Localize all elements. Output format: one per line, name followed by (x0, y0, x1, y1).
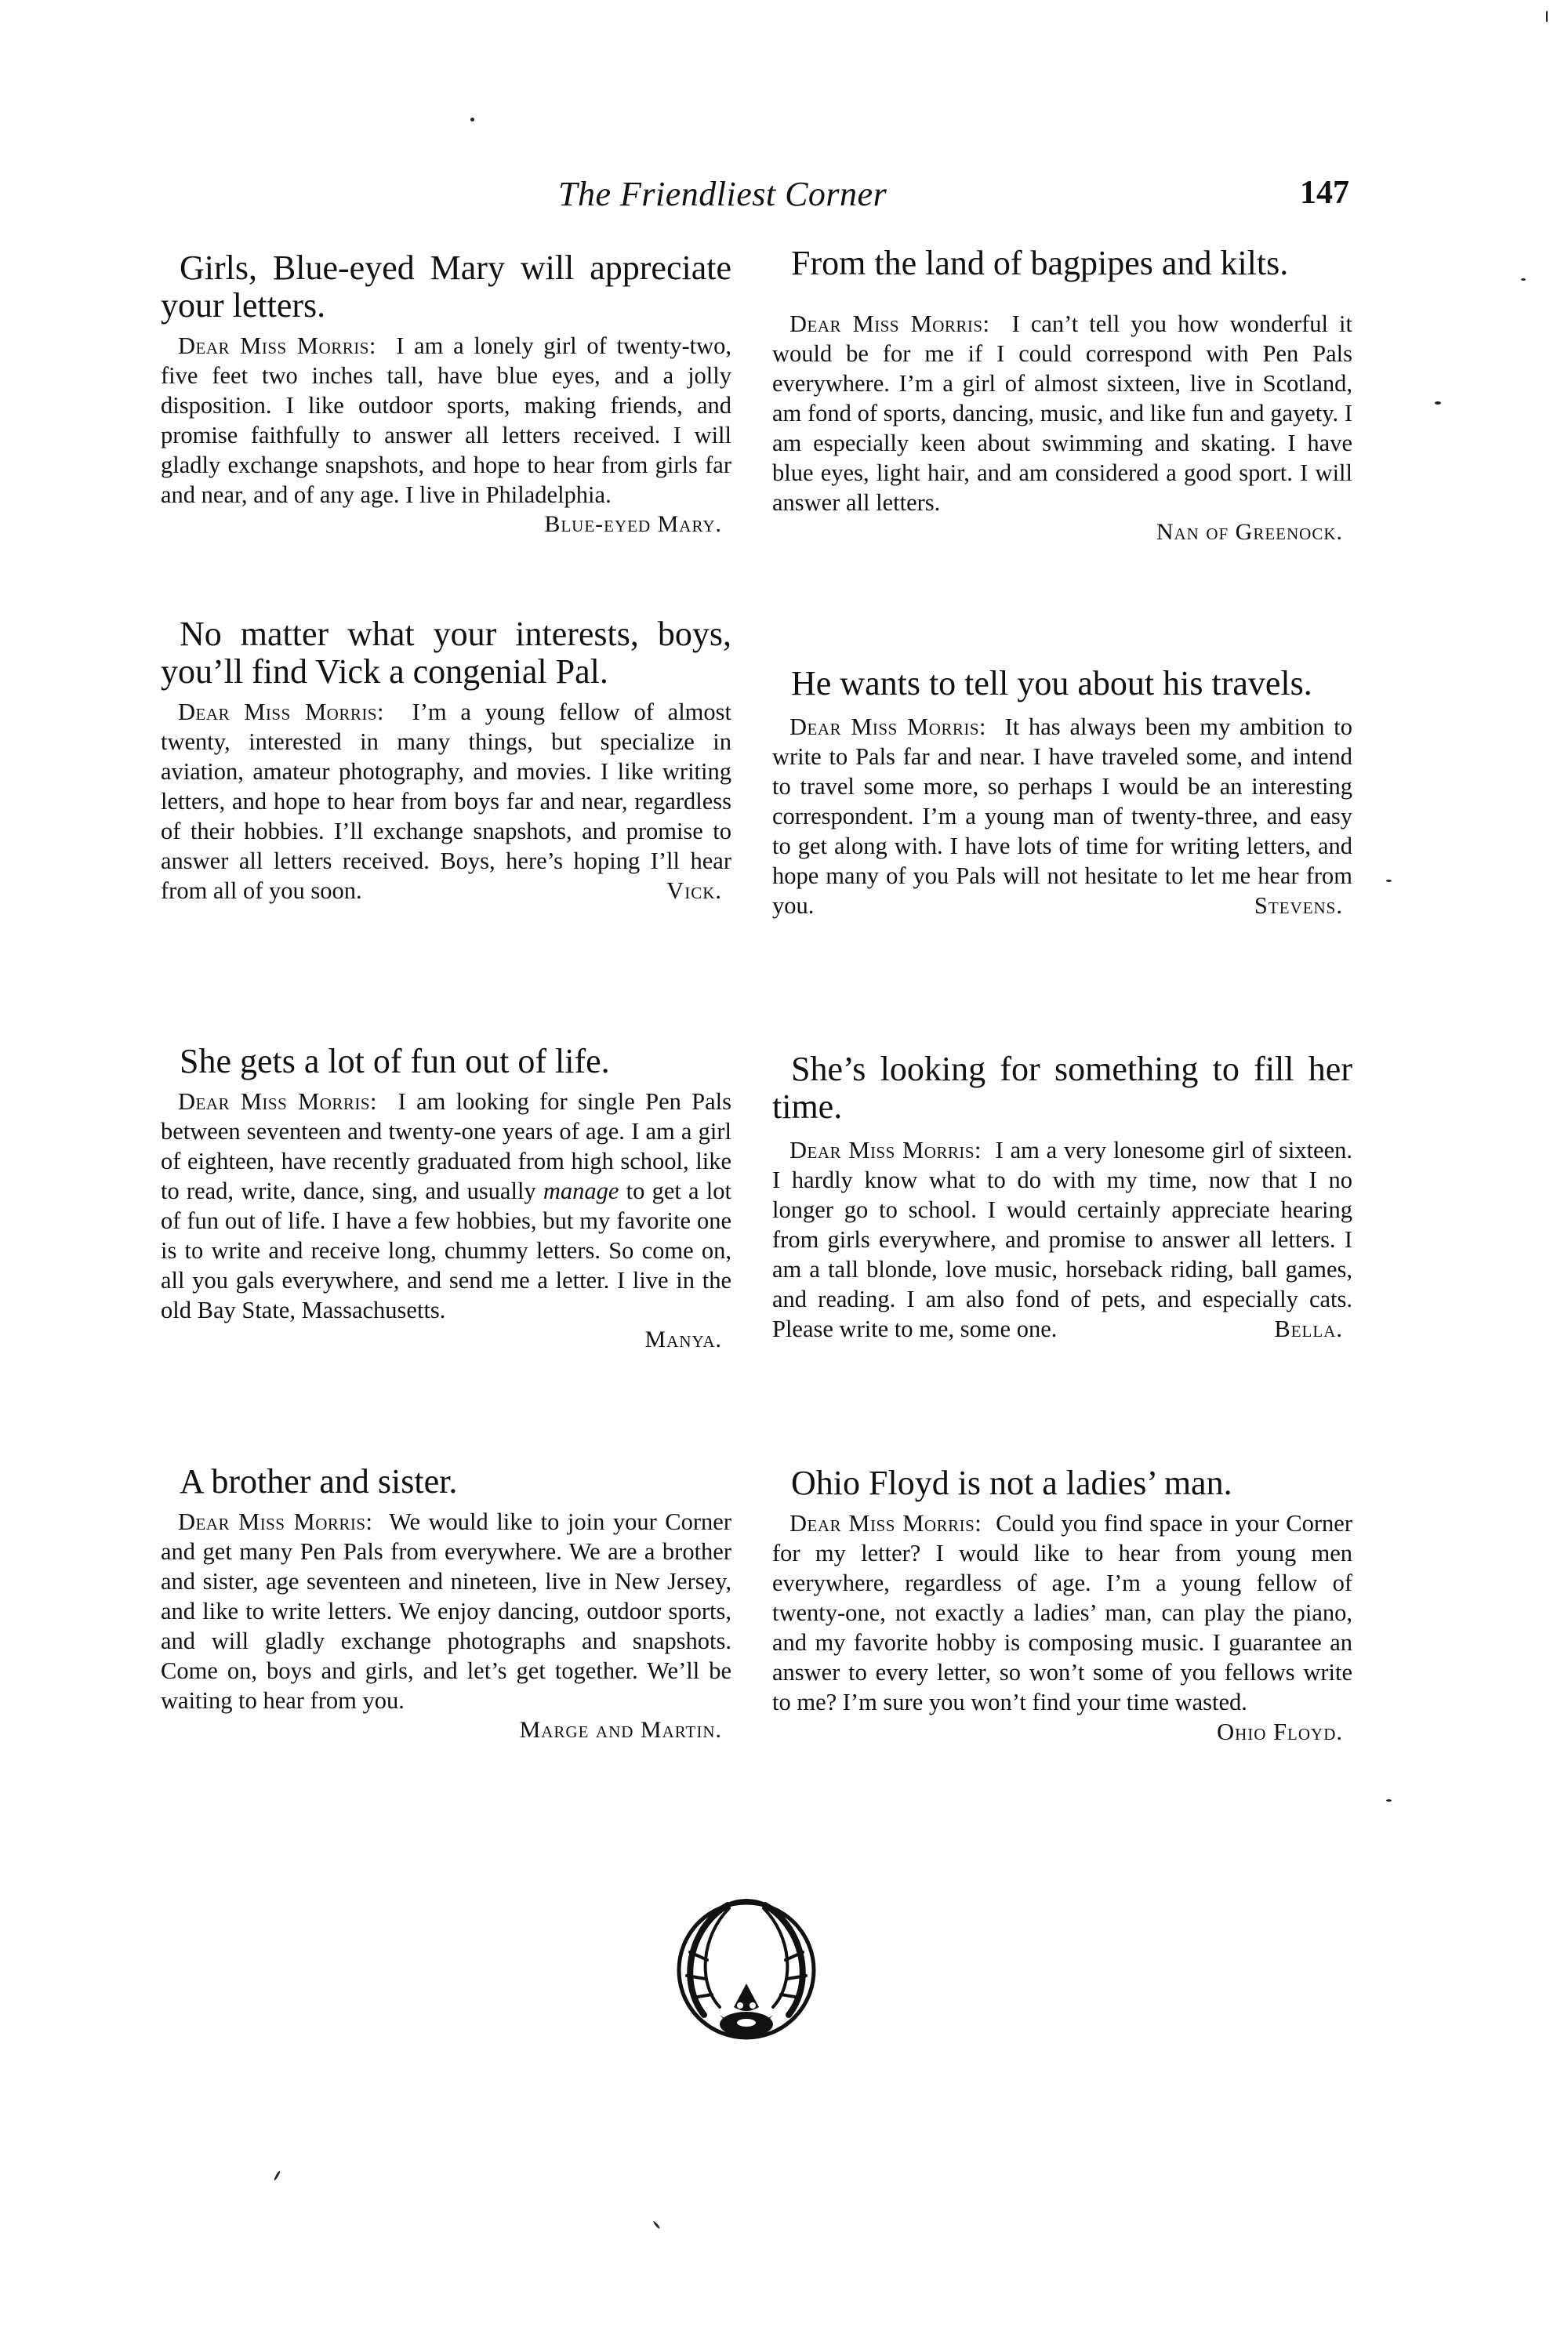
letter-body (161, 331, 731, 510)
letter-text: I’m a young fellow of almost twenty, interested in many things, but specialize in aviation, amateur photography, and movies. I like writing letters, and hope to hear from boys far and near, regardless of their hobbies. I’ll exchange snapshots, and promise to answer all letters received. Boys, here’s hoping I’ll hear from all of you soon. (161, 699, 731, 904)
letter-entry-nan-of-greenock (772, 245, 1352, 547)
entry-heading: Girls, Blue-eyed Mary will appreciate your letters. (161, 249, 731, 325)
signature: Vick. (666, 877, 722, 904)
letter-text: to get a lot of fun out of life. I have a few hobbies, but my favorite one is to write and receive long, chummy letters. So come on, all you gals everywhere, and send me a letter. I live in the old Bay State, Massachusetts. (161, 1178, 731, 1323)
entry-heading: Ohio Floyd is not a ladies’ man. (791, 1464, 1232, 1502)
letter-text: We would like to join your Corner and get many Pen Pals from everywhere. We are a brother and sister, age seventeen and nineteen, live in New Jersey, and like to write letters. We enjoy dancing, outdoor sports, and will gladly exchange photographs and snapshots. Come on, boys and girls, and let’s get together. We’ll be waiting to hear from you. (161, 1508, 732, 1714)
letter-text: Could you find space in your Corner for my letter? I would like to hear from young men everywhere, regardless of age. I’m a young fellow of twenty-one, not exactly a ladies’ man, can play the piano, and my favorite hobby is composing music. I guarantee an answer to every letter, so won’t some of you fellows write to me? I’m sure you won’t find your time wasted. (772, 1510, 1352, 1715)
entry-heading: No matter what your interests, boys, you’ll find Vick a congenial Pal. (161, 615, 731, 691)
signature: Blue-eyed Mary. (544, 511, 722, 537)
signature: Marge and Martin. (519, 1717, 722, 1743)
letter-entry-vick (161, 615, 731, 906)
letter-text: I am looking for single Pen Pals between seventeen and twenty-one years of age. I am a girl of eighteen, have recently graduated from high school, like to read, write, dance, sing, and usually (161, 1088, 731, 1204)
scan-speck (1521, 278, 1526, 281)
salutation: Dear Miss Morris: (178, 699, 385, 725)
letter-entry-bella (772, 1051, 1352, 1344)
letter-body (772, 712, 1352, 920)
page-number: 147 (1300, 175, 1349, 211)
laurel-wreath-ornament-icon (673, 1897, 820, 2043)
scan-speck (1546, 11, 1548, 22)
scan-speck (1386, 880, 1392, 882)
letter-body (772, 1508, 1352, 1745)
entry-heading: She’s looking for something to fill her time. (772, 1050, 1352, 1126)
scan-speck (1386, 1799, 1392, 1802)
letter-body (161, 1507, 731, 1715)
letter-entry-stevens (772, 665, 1352, 920)
entry-heading: He wants to tell you about his travels. (791, 664, 1312, 702)
signature: Ohio Floyd. (1217, 1719, 1343, 1745)
signature: Nan of Greenock. (1156, 519, 1343, 545)
scan-speck (274, 2170, 281, 2181)
letter-entry-marge-and-martin (161, 1463, 731, 1745)
letter-text: I am a lonely girl of twenty-two, five feet two inches tall, have blue eyes, and a jolly disposition. I like outdoor sports, making friends, and promise faithfully to answer all letters received. I will gladly exchange snapshots, and hope to hear from girls far and near, and of any age. I live in Philadelphia. (161, 332, 732, 508)
running-head: The Friendliest Corner (558, 175, 887, 213)
letter-body (772, 1135, 1352, 1344)
signature: Manya. (644, 1327, 722, 1352)
salutation: Dear Miss Morris: (178, 332, 376, 359)
letter-body (772, 309, 1352, 517)
salutation: Dear Miss Morris: (789, 310, 990, 337)
salutation: Dear Miss Morris: (178, 1508, 373, 1535)
letter-text: I am a very lonesome girl of sixteen. I hardly know what to do with my time, now that I no longer go to school. I would certainly appreciate hearing from girls everywhere, and promise to answer all letters. I am a tall blonde, love music, horseback riding, ball games, and reading. I am also fond of pets, and especially cats. Please write to me, some one. (772, 1137, 1352, 1342)
entry-heading: A brother and sister. (180, 1462, 458, 1501)
scan-speck (652, 2220, 660, 2229)
letter-entry-ohio-floyd (772, 1465, 1352, 1747)
salutation: Dear Miss Morris: (789, 1510, 982, 1537)
scan-speck (1435, 401, 1441, 405)
letter-text-italic: manage (543, 1178, 619, 1204)
letter-body (161, 1087, 731, 1325)
letter-entry-manya (161, 1043, 731, 1355)
entry-heading: From the land of bagpipes and kilts. (791, 244, 1289, 282)
signature: Stevens. (1254, 892, 1343, 919)
salutation: Dear Miss Morris: (789, 713, 987, 740)
letter-entry-blue-eyed-mary (161, 249, 731, 539)
salutation: Dear Miss Morris: (178, 1088, 378, 1115)
entry-heading: She gets a lot of fun out of life. (180, 1042, 610, 1080)
letter-text: I can’t tell you how wonderful it would be for me if I could correspond with Pen Pals everywhere. I’m a girl of almost sixteen, live in Scotland, am fond of sports, dancing, music, and like fun and gayety. I am especially keen about swimming and skating. I have blue eyes, light hair, and am considered a good sport. I will answer all letters. (772, 310, 1352, 516)
letter-body (161, 697, 731, 906)
scan-speck (470, 118, 474, 122)
letter-text: It has always been my ambition to write to Pals far and near. I have traveled some, and intend to travel some more, so perhaps I would be an interesting correspondent. I’m a young man of twenty-three, and easy to get along with. I have lots of time for writing letters, and hope many of you Pals will not hesitate to let me hear from you. (772, 713, 1352, 919)
salutation: Dear Miss Morris: (789, 1137, 982, 1163)
signature: Bella. (1274, 1316, 1343, 1342)
